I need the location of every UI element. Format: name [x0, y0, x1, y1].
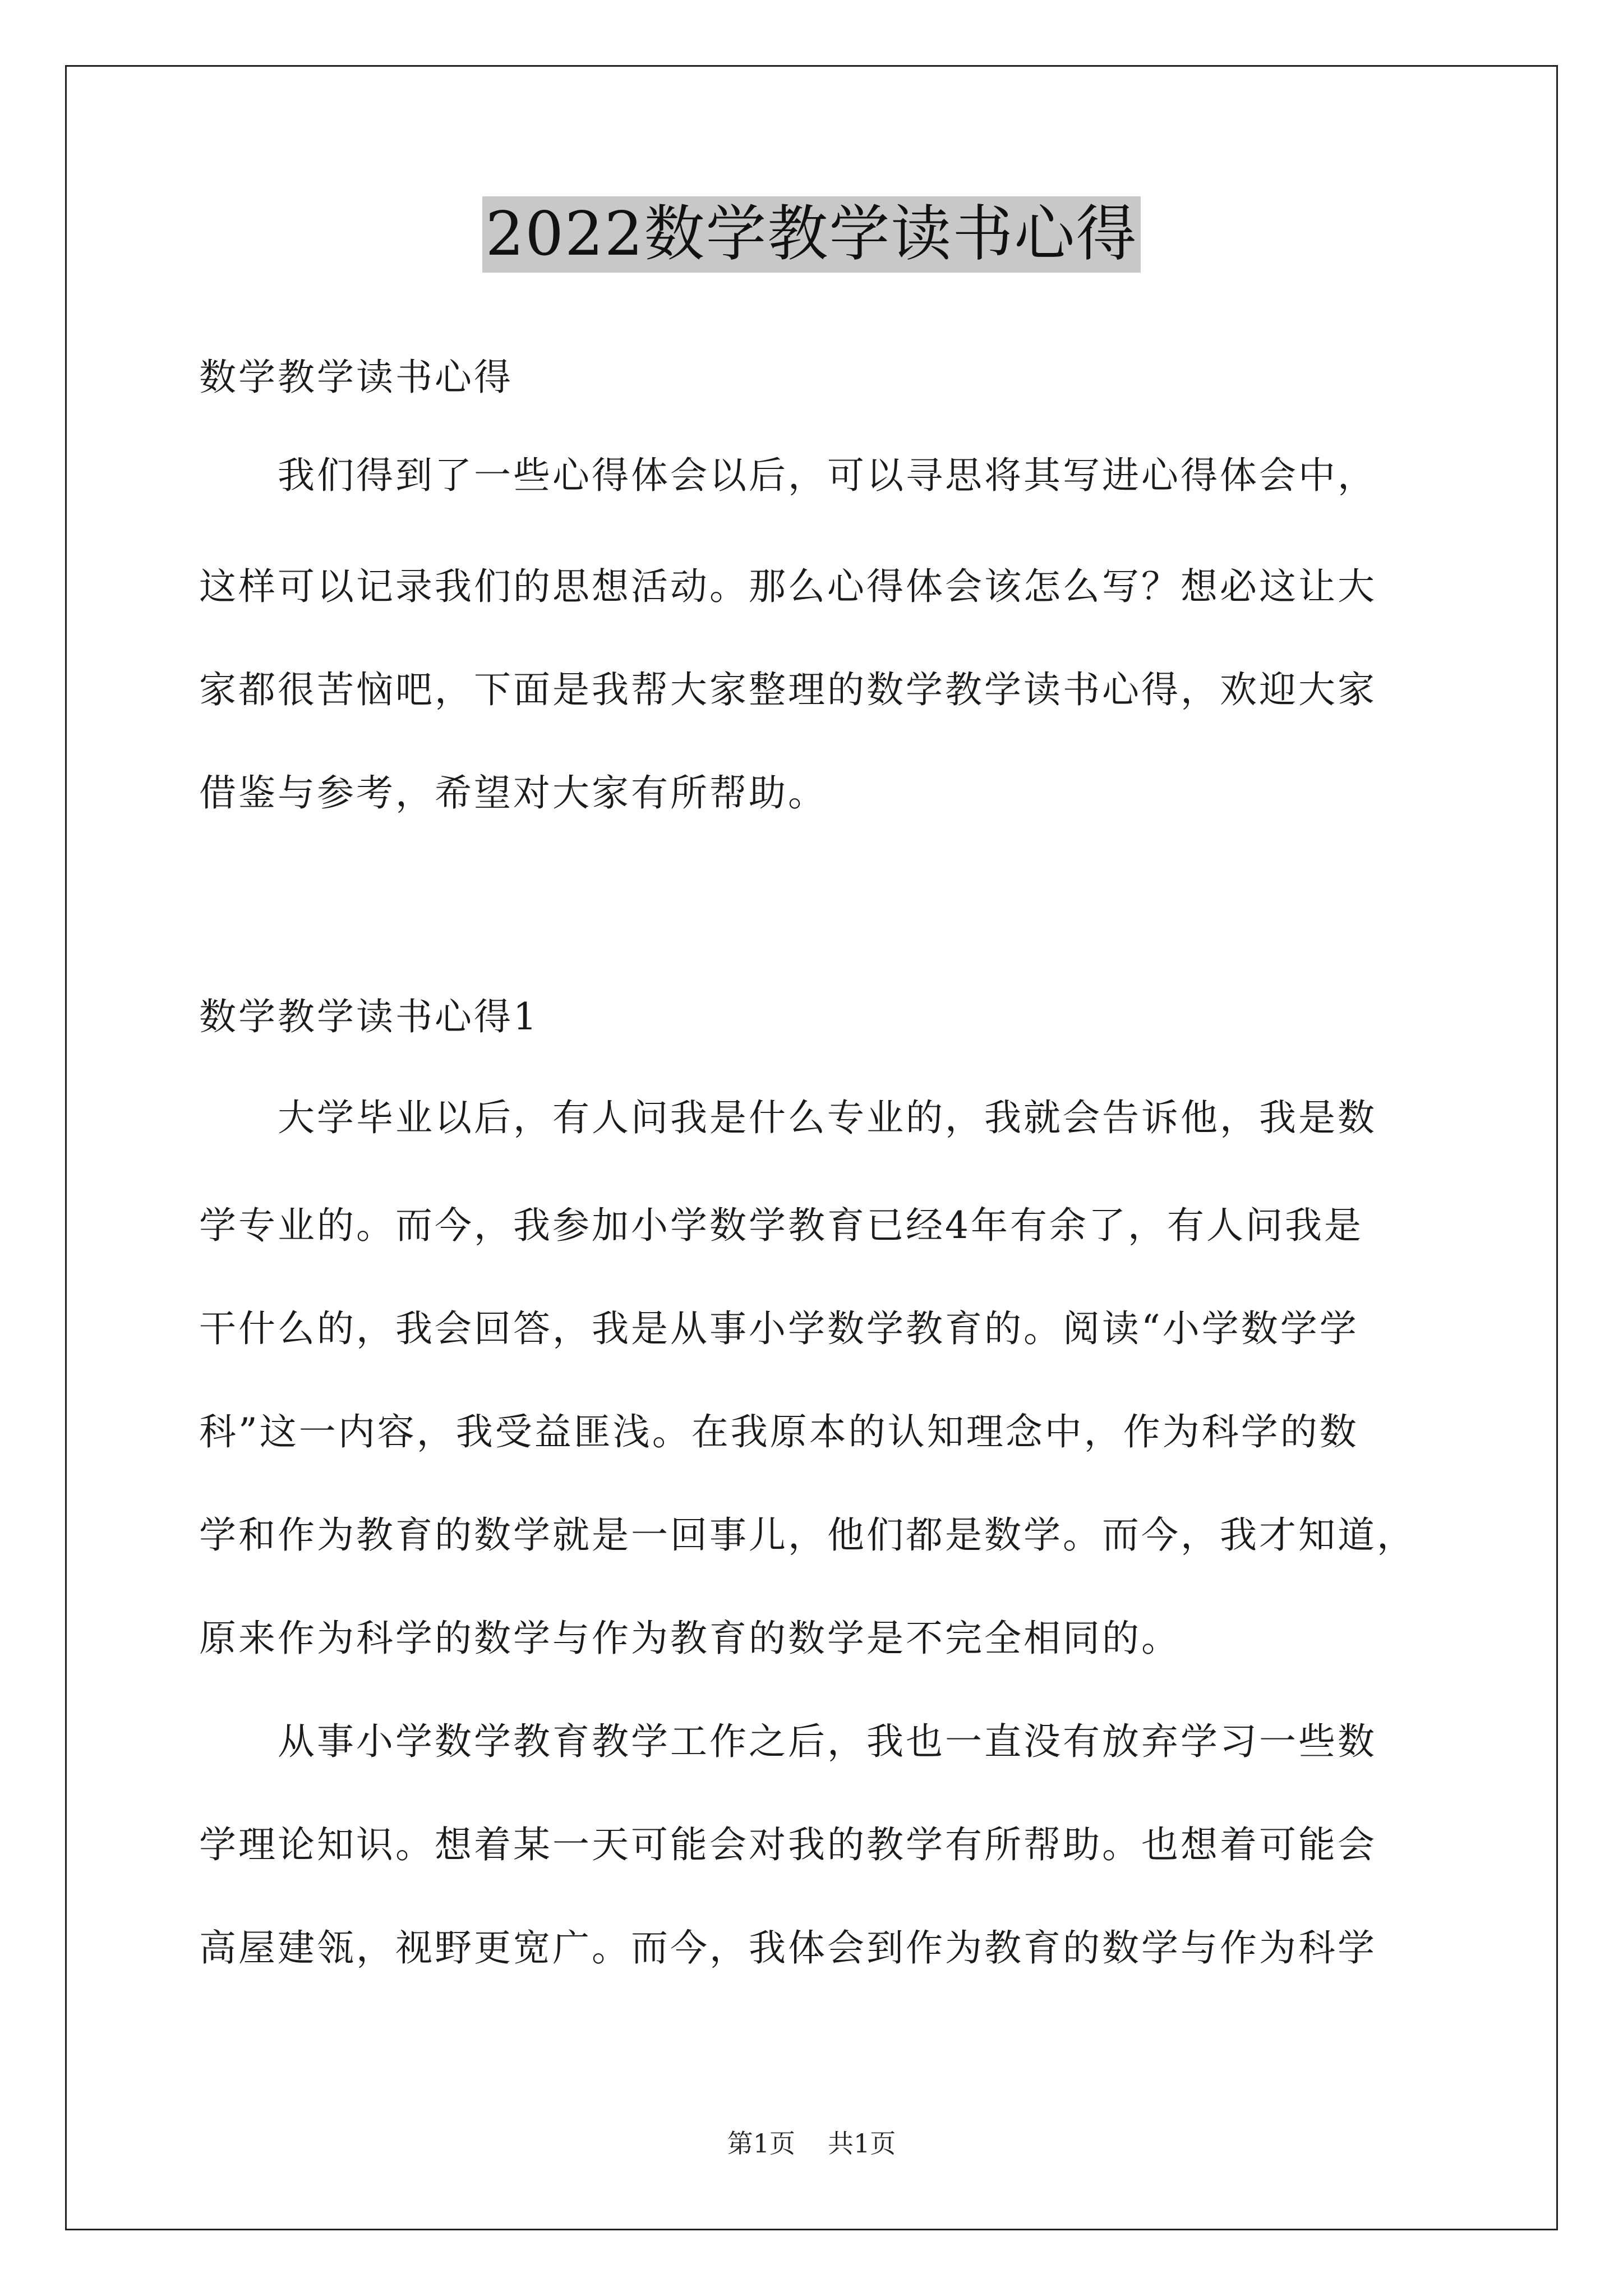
paragraph-line: 原来作为科学的数学与作为教育的数学是不完全相同的。 [199, 1617, 1181, 1660]
paragraph-line: 家都很苦恼吧，下面是我帮大家整理的数学教学读书心得，欢迎大家 [199, 668, 1377, 711]
paragraph-line: 学和作为教育的数学就是一回事儿，他们都是数学。而今，我才知道， [199, 1513, 1416, 1557]
paragraph-line: 大学毕业以后，有人问我是什么专业的，我就会告诉他，我是数 [199, 1096, 1377, 1139]
page-total: 共1页 [828, 2128, 896, 2159]
paragraph-line: 这样可以记录我们的思想活动。那么心得体会该怎么写？想必这让大 [199, 565, 1377, 608]
paragraph-line: 我们得到了一些心得体会以后，可以寻思将其写进心得体会中， [199, 454, 1377, 497]
title-container [0, 196, 1623, 273]
section-heading: 数学教学读书心得 [199, 356, 513, 399]
paragraph-line: 高屋建瓴，视野更宽广。而今，我体会到作为教育的数学与作为科学 [199, 1926, 1377, 1970]
paragraph-line: 借鉴与参考，希望对大家有所帮助。 [199, 771, 827, 815]
section-heading: 数学教学读书心得1 [199, 995, 539, 1038]
page-number: 第1页 [727, 2128, 795, 2159]
page-footer [0, 2128, 1623, 2159]
document-title: 2022数学教学读书心得 [482, 196, 1141, 273]
paragraph-line: 学专业的。而今，我参加小学数学教育已经4年有余了，有人问我是 [199, 1204, 1363, 1247]
paragraph-line: 干什么的，我会回答，我是从事小学数学教育的。阅读“小学数学学 [199, 1307, 1359, 1350]
paragraph-line: 科”这一内容，我受益匪浅。在我原本的认知理念中，作为科学的数 [199, 1410, 1359, 1453]
paragraph-line: 学理论知识。想着某一天可能会对我的教学有所帮助。也想着可能会 [199, 1823, 1377, 1866]
paragraph-line: 从事小学数学教育教学工作之后，我也一直没有放弃学习一些数 [199, 1720, 1377, 1763]
